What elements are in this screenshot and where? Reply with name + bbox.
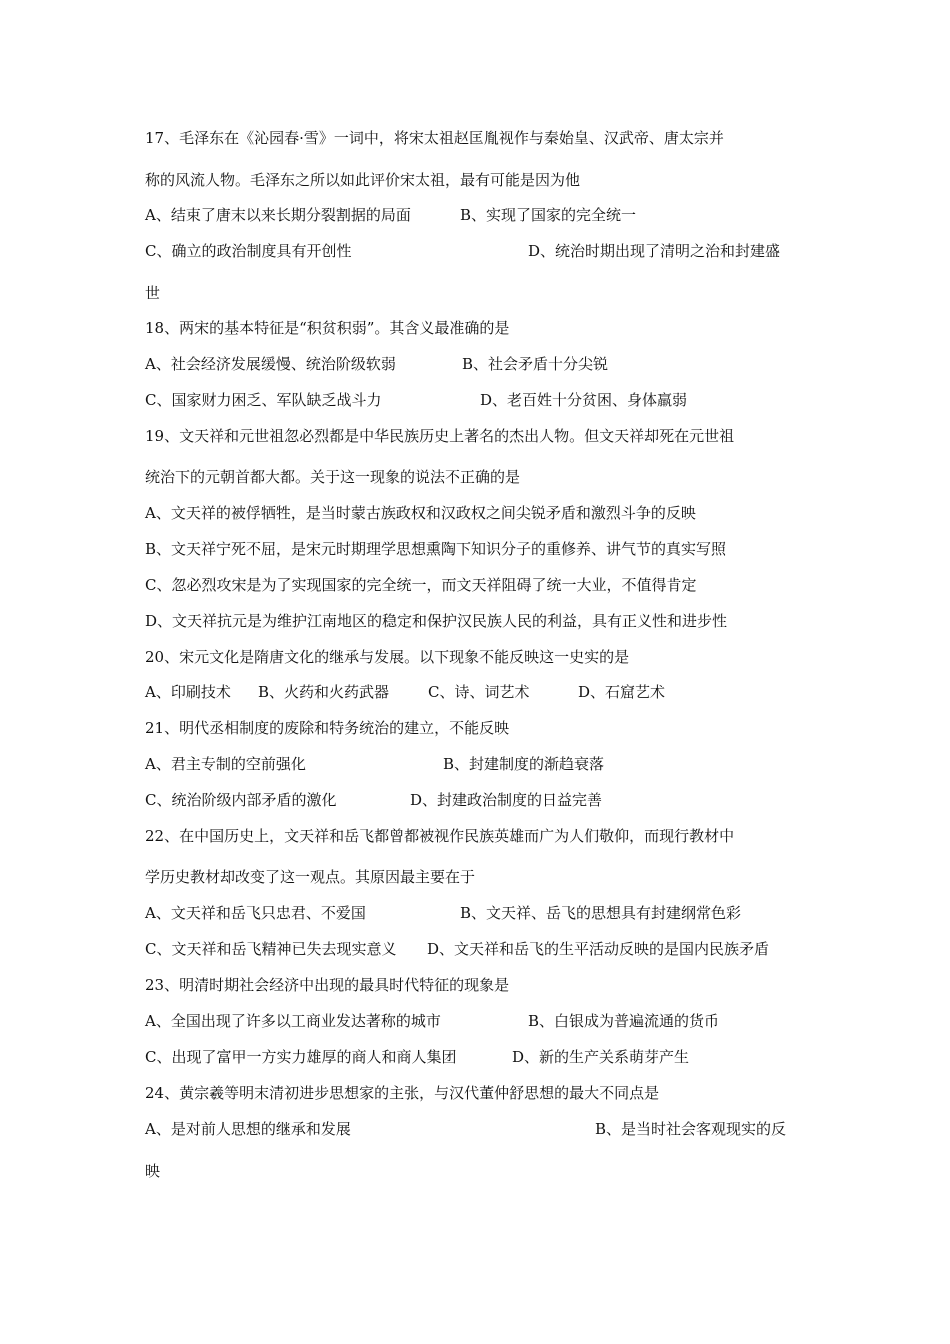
q24-option-b-wrap: 映 xyxy=(145,1162,161,1180)
q17-option-d: D、统治时期出现了清明之治和封建盛 xyxy=(528,242,781,260)
q21-option-a: A、君主专制的空前强化 xyxy=(145,755,306,773)
q19-stem-line-2: 统治下的元朝首都大都。关于这一现象的说法不正确的是 xyxy=(145,468,521,486)
q18-option-d: D、老百姓十分贫困、身体羸弱 xyxy=(480,391,688,409)
q22-option-b: B、文天祥、岳飞的思想具有封建纲常色彩 xyxy=(460,904,742,922)
q19-stem-line-1: 19、文天祥和元世祖忽必烈都是中华民族历史上著名的杰出人物。但文天祥却死在元世祖 xyxy=(145,427,735,445)
q21-option-d: D、封建政治制度的日益完善 xyxy=(410,791,603,809)
q18-option-b: B、社会矛盾十分尖锐 xyxy=(462,355,609,373)
q17-stem-line-2: 称的风流人物。毛泽东之所以如此评价宋太祖，最有可能是因为他 xyxy=(145,171,581,189)
q23-option-b: B、白银成为普遍流通的货币 xyxy=(528,1012,720,1030)
q17-option-b: B、实现了国家的完全统一 xyxy=(460,206,637,224)
q21-option-c: C、统治阶级内部矛盾的激化 xyxy=(145,791,337,809)
q22-stem-line-2: 学历史教材却改变了这一观点。其原因最主要在于 xyxy=(145,868,476,886)
q21-option-b: B、封建制度的渐趋衰落 xyxy=(443,755,605,773)
q20-option-a: A、印刷技术 xyxy=(145,683,231,701)
q19-option-b: B、文天祥宁死不屈，是宋元时期理学思想熏陶下知识分子的重修养、讲气节的真实写照 xyxy=(145,540,727,558)
q23-option-a: A、全国出现了许多以工商业发达著称的城市 xyxy=(145,1012,441,1030)
q19-option-a: A、文天祥的被俘牺牲，是当时蒙古族政权和汉政权之间尖锐矛盾和激烈斗争的反映 xyxy=(145,504,696,522)
q20-stem-line-1: 20、宋元文化是隋唐文化的继承与发展。以下现象不能反映这一史实的是 xyxy=(145,648,630,666)
q17-option-c: C、确立的政治制度具有开创性 xyxy=(145,242,352,260)
q24-stem-line-1: 24、黄宗羲等明末清初进步思想家的主张，与汉代董仲舒思想的最大不同点是 xyxy=(145,1084,660,1102)
q17-option-d-wrap: 世 xyxy=(145,284,161,302)
q23-stem-line-1: 23、明清时期社会经济中出现的最具时代特征的现象是 xyxy=(145,976,510,994)
q22-option-a: A、文天祥和岳飞只忠君、不爱国 xyxy=(145,904,366,922)
q23-option-d: D、新的生产关系萌芽产生 xyxy=(512,1048,690,1066)
q23-option-c: C、出现了富甲一方实力雄厚的商人和商人集团 xyxy=(145,1048,457,1066)
q20-option-c: C、诗、词艺术 xyxy=(428,683,530,701)
q18-stem-line-1: 18、两宋的基本特征是“积贫积弱”。其含义最准确的是 xyxy=(145,319,510,337)
q21-stem-line-1: 21、明代丞相制度的废除和特务统治的建立，不能反映 xyxy=(145,719,510,737)
q19-option-d: D、文天祥抗元是为维护江南地区的稳定和保护汉民族人民的利益，具有正义性和进步性 xyxy=(145,612,728,630)
q20-option-b: B、火药和火药武器 xyxy=(258,683,390,701)
q22-option-c: C、文天祥和岳飞精神已失去现实意义 xyxy=(145,940,397,958)
q20-option-d: D、石窟艺术 xyxy=(578,683,666,701)
q18-option-c: C、国家财力困乏、军队缺乏战斗力 xyxy=(145,391,382,409)
q17-option-a: A、结束了唐末以来长期分裂割据的局面 xyxy=(145,206,411,224)
q18-option-a: A、社会经济发展缓慢、统治阶级软弱 xyxy=(145,355,396,373)
q22-stem-line-1: 22、在中国历史上，文天祥和岳飞都曾都被视作民族英雄而广为人们敬仰，而现行教材中 xyxy=(145,827,735,845)
q24-option-b: B、是当时社会客观现实的反 xyxy=(595,1120,787,1138)
q19-option-c: C、忽必烈攻宋是为了实现国家的完全统一，而文天祥阻碍了统一大业，不值得肯定 xyxy=(145,576,697,594)
q24-option-a: A、是对前人思想的继承和发展 xyxy=(145,1120,351,1138)
q17-stem-line-1: 17、毛泽东在《沁园春·雪》一词中，将宋太祖赵匡胤视作与秦始皇、汉武帝、唐太宗并 xyxy=(145,129,724,147)
q22-option-d: D、文天祥和岳飞的生平活动反映的是国内民族矛盾 xyxy=(427,940,770,958)
